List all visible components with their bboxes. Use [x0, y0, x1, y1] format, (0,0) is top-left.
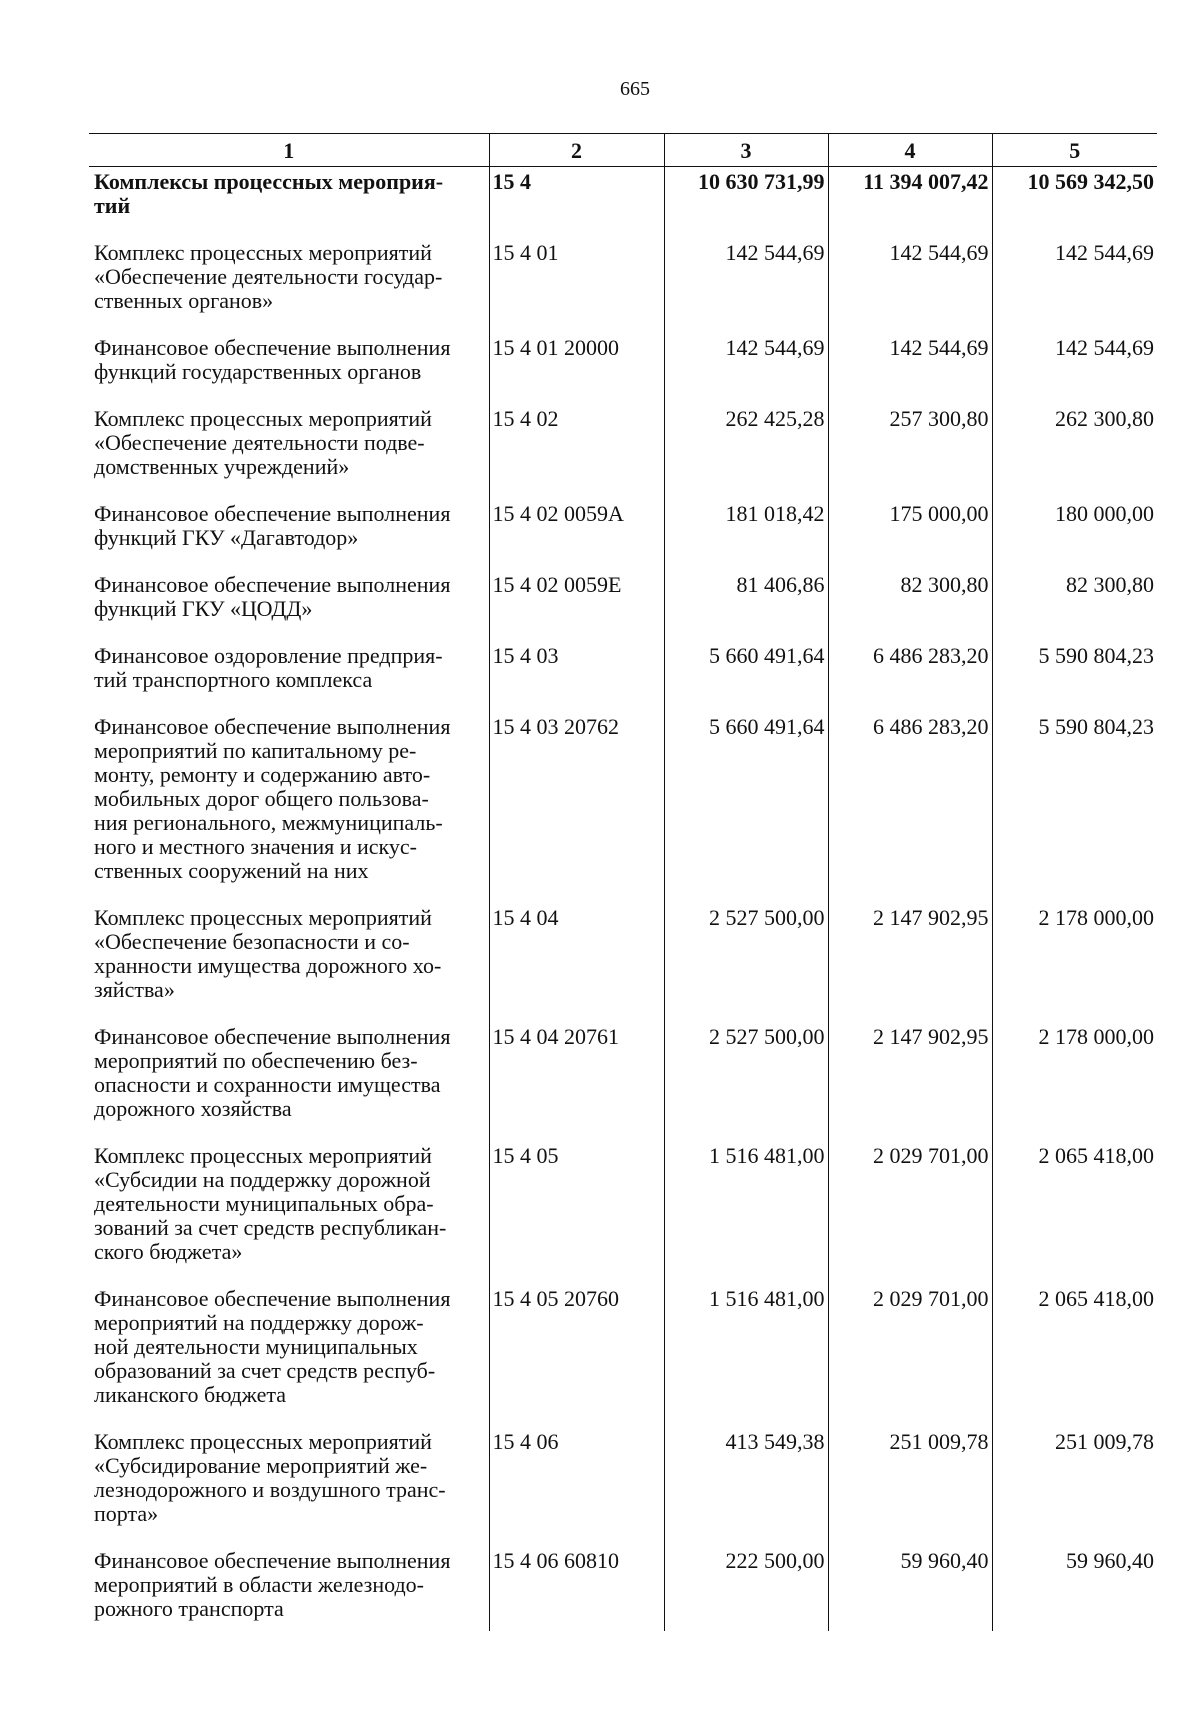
row-value-col3: 81 406,86 [664, 570, 828, 641]
row-code-cell: 15 4 02 0059Е [489, 570, 664, 641]
row-value-col5: 10 569 342,50 [992, 167, 1157, 239]
row-name-cell: Финансовое обеспечение выполнения функций государственных органов [94, 335, 451, 384]
row-value-col4: 251 009,78 [828, 1427, 992, 1546]
row-name-cell: Финансовое обеспечение выполнения функций ГКУ «ЦОДД» [94, 572, 451, 621]
row-value-col4: 82 300,80 [828, 570, 992, 641]
row-name-cell: Финансовое обеспечение выполнения мероприятий на поддержку дорож- ной деятельности муниципальных образований за счет средств респуб- ликанского бюджета [94, 1286, 451, 1407]
row-value-col5: 2 178 000,00 [992, 1022, 1157, 1141]
row-name-cell: Комплексы процессных мероприя- тий [94, 169, 444, 218]
row-name-cell: Финансовое оздоровление предприя- тий транспортного комплекса [94, 643, 443, 692]
table-row [89, 499, 1157, 570]
row-value-col3: 10 630 731,99 [664, 167, 828, 239]
row-value-col3: 5 660 491,64 [664, 712, 828, 903]
row-value-col4: 2 029 701,00 [828, 1284, 992, 1427]
row-code-cell: 15 4 06 [489, 1427, 664, 1546]
row-value-col4: 2 147 902,95 [828, 1022, 992, 1141]
row-value-col5: 262 300,80 [992, 404, 1157, 499]
row-value-col4: 6 486 283,20 [828, 641, 992, 712]
row-value-col5: 142 544,69 [992, 238, 1157, 333]
table-header-row [89, 134, 1157, 167]
row-value-col5: 2 065 418,00 [992, 1141, 1157, 1284]
row-value-col4: 11 394 007,42 [828, 167, 992, 239]
table-row [89, 238, 1157, 333]
table-row [89, 1284, 1157, 1427]
table-row [89, 1022, 1157, 1141]
column-header-3: 3 [664, 134, 828, 167]
page-number: 665 [620, 78, 650, 100]
row-code-cell: 15 4 05 20760 [489, 1284, 664, 1427]
row-name-cell: Финансовое обеспечение выполнения мероприятий по капитальному ре- монту, ремонту и содержанию авто- мобильных дорог общего пользова- ния регионального, межмуниципаль- ного и местного значения и искус- ственных сооружений на них [94, 714, 451, 883]
row-value-col3: 142 544,69 [664, 238, 828, 333]
table-row [89, 404, 1157, 499]
row-value-col4: 2 029 701,00 [828, 1141, 992, 1284]
row-value-col5: 82 300,80 [992, 570, 1157, 641]
row-value-col5: 251 009,78 [992, 1427, 1157, 1546]
row-value-col5: 5 590 804,23 [992, 641, 1157, 712]
row-value-col4: 6 486 283,20 [828, 712, 992, 903]
row-name-cell: Комплекс процессных мероприятий «Обеспечение безопасности и со- хранности имущества дорожного хо- зяйства» [94, 905, 442, 1002]
row-value-col4: 175 000,00 [828, 499, 992, 570]
table-row [89, 1141, 1157, 1284]
row-name-cell: Финансовое обеспечение выполнения функций ГКУ «Дагавтодор» [94, 501, 451, 550]
row-value-col3: 262 425,28 [664, 404, 828, 499]
row-name-cell: Комплекс процессных мероприятий «Субсидирование мероприятий же- лезнодорожного и воздушного транс- порта» [94, 1429, 446, 1526]
table-row [89, 712, 1157, 903]
row-code-cell: 15 4 03 20762 [489, 712, 664, 903]
row-value-col3: 181 018,42 [664, 499, 828, 570]
row-name-cell: Комплекс процессных мероприятий «Обеспечение деятельности подве- домственных учреждений» [94, 406, 432, 479]
row-value-col5: 59 960,40 [992, 1546, 1157, 1631]
row-value-col5: 2 065 418,00 [992, 1284, 1157, 1427]
column-header-5: 5 [992, 134, 1157, 167]
row-name-cell: Финансовое обеспечение выполнения мероприятий в области железнодо- рожного транспорта [94, 1548, 451, 1621]
row-code-cell: 15 4 02 0059А [489, 499, 664, 570]
table-body [89, 167, 1157, 1632]
budget-table [89, 133, 1157, 1631]
column-header-2: 2 [489, 134, 664, 167]
table-row [89, 570, 1157, 641]
row-value-col4: 142 544,69 [828, 333, 992, 404]
row-value-col3: 2 527 500,00 [664, 903, 828, 1022]
row-value-col3: 2 527 500,00 [664, 1022, 828, 1141]
row-code-cell: 15 4 01 [489, 238, 664, 333]
row-value-col5: 180 000,00 [992, 499, 1157, 570]
row-code-cell: 15 4 04 20761 [489, 1022, 664, 1141]
row-value-col4: 2 147 902,95 [828, 903, 992, 1022]
row-code-cell: 15 4 04 [489, 903, 664, 1022]
row-value-col3: 142 544,69 [664, 333, 828, 404]
row-code-cell: 15 4 06 60810 [489, 1546, 664, 1631]
column-header-4: 4 [828, 134, 992, 167]
table-row [89, 167, 1157, 239]
table-row [89, 1427, 1157, 1546]
table-row [89, 641, 1157, 712]
row-code-cell: 15 4 03 [489, 641, 664, 712]
row-value-col3: 1 516 481,00 [664, 1141, 828, 1284]
row-value-col4: 142 544,69 [828, 238, 992, 333]
row-value-col4: 59 960,40 [828, 1546, 992, 1631]
row-value-col3: 1 516 481,00 [664, 1284, 828, 1427]
row-value-col3: 5 660 491,64 [664, 641, 828, 712]
row-value-col3: 222 500,00 [664, 1546, 828, 1631]
row-code-cell: 15 4 [489, 167, 664, 239]
row-code-cell: 15 4 05 [489, 1141, 664, 1284]
row-code-cell: 15 4 01 20000 [489, 333, 664, 404]
table-row [89, 333, 1157, 404]
row-name-cell: Финансовое обеспечение выполнения мероприятий по обеспечению без- опасности и сохранности имущества дорожного хозяйства [94, 1024, 451, 1121]
row-code-cell: 15 4 02 [489, 404, 664, 499]
row-value-col5: 2 178 000,00 [992, 903, 1157, 1022]
row-name-cell: Комплекс процессных мероприятий «Субсидии на поддержку дорожной деятельности муниципальных обра- зований за счет средств республикан- ского бюджета» [94, 1143, 447, 1264]
row-value-col5: 142 544,69 [992, 333, 1157, 404]
row-value-col5: 5 590 804,23 [992, 712, 1157, 903]
column-header-1: 1 [89, 134, 489, 167]
row-value-col3: 413 549,38 [664, 1427, 828, 1546]
table-row [89, 1546, 1157, 1631]
row-name-cell: Комплекс процессных мероприятий «Обеспечение деятельности государ- ственных органов» [94, 240, 443, 313]
row-value-col4: 257 300,80 [828, 404, 992, 499]
table-row [89, 903, 1157, 1022]
